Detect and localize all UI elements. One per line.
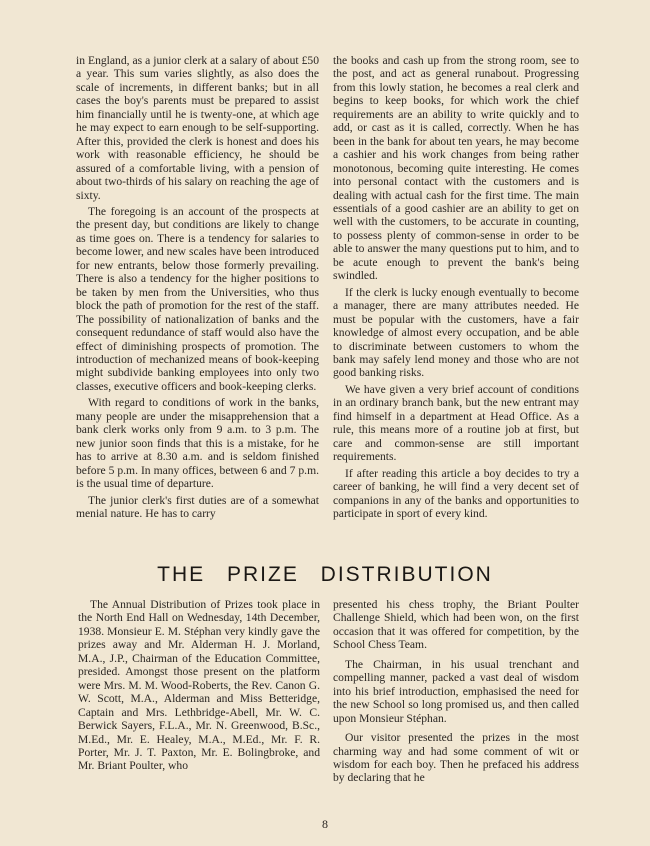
paragraph: The junior clerk's first duties are of a somewhat menial nature. He has to carry bbox=[76, 493, 319, 520]
paragraph: The Annual Distribution of Prizes took place in the North End Hall on Wednesday, 14th December, 1938. Monsieur E. M. Stéphan very kindly gave the prizes away and Mr. Alderman H. J. Morland, M.A., J.P., Chairman of the Education Committee, presided. Amongst those present on the platform were Mrs. M. M. Wood-Roberts, the Rev. Canon G. W. Scott, M.A., Alderman and Miss Betteridge, Captain and Mrs. Lethbridge-Abell, Mr. W. C. Berwick Sayers, F.L.A., Mr. N. Greenwood, B.Sc., M.Ed., Mr. E. Healey, M.A., M.Ed., Mr. F. R. Porter, Mr. J. T. Paxton, Mr. E. Bolingbroke, and Mr. Briant Poulter, who bbox=[78, 598, 320, 773]
paragraph: presented his chess trophy, the Briant Poulter Challenge Shield, which had been won, on the first occasion that it was offered for competition, by the School Chess Team. bbox=[333, 598, 579, 652]
paragraph: in England, as a junior clerk at a salary of about £50 a year. This sum varies slightly, as also does the scale of increments, in different banks; but in all cases the boy's parents must be prepared to assist him financially until he is twenty-one, at which age he may expect to earn enough to be self-supporting. After this, provided the clerk is honest and does his work with reasonable efficiency, he should be assured of a comfortable living, with a pension of about two-thirds of his salary on reaching the age of sixty. bbox=[76, 54, 319, 202]
paragraph: The Chairman, in his usual trenchant and compelling manner, packed a vast deal of wisdom into his brief introduction, emphasised the need for the new School so long promised us, and then called upon Monsieur Stéphan. bbox=[333, 657, 579, 725]
section-column-left bbox=[78, 598, 320, 773]
paragraph: the books and cash up from the strong room, see to the post, and act as general runabout. Progressing from this lowly station, he becomes a real clerk and begins to keep books, for which work the chief requirements are an ability to write quickly and to add, or cast as it is called, correctly. When he has been in the bank for about ten years, he may become a cashier and his work changes from being rather monotonous, becoming quite interesting. He comes into personal contact with the customers and is dealing with actual cash for the first time. The main essentials of a good cashier are an ability to get on well with the customers, to be accurate in counting, to possess plenty of common-sense in order to be able to answer the many questions put to him, and to be acute enough to prevent the bank's being swindled. bbox=[333, 54, 579, 283]
article-column-right bbox=[333, 54, 579, 520]
paragraph: If after reading this article a boy decides to try a career of banking, he will find a very decent set of companions in any of the banks and opportunities to participate in sport of every kind. bbox=[333, 466, 579, 520]
section-heading: THE PRIZE DISTRIBUTION bbox=[157, 563, 493, 586]
paragraph: The foregoing is an account of the prospects at the present day, but conditions are likely to change as time goes on. There is a tendency for salaries to become lower, and new scales have been introduced for new entrants, below those formerly prevailing. There is also a tendency for the higher positions to be taken by men from the Universities, who thus block the path of promotion for the rest of the staff. The possibility of nationalization of banks and the consequent redundance of staff would also have the effect of diminishing prospects of promotion. The introduction of mechanized means of book-keeping might subdivide banking employees into only two classes, executive officers and book-keeping clerks. bbox=[76, 204, 319, 393]
paragraph: Our visitor presented the prizes in the most charming way and had some comment of wit or wisdom for each boy. Then he prefaced his address by declaring that he bbox=[333, 731, 579, 785]
section-column-right bbox=[333, 598, 579, 785]
paragraph: With regard to conditions of work in the banks, many people are under the misapprehension that a bank clerk works only from 9 a.m. to 3 p.m. The new junior soon finds that this is a mistake, for he has to arrive at 8.30 a.m. and is seldom finished before 5 p.m. In many offices, between 6 and 7 p.m. is the usual time of departure. bbox=[76, 396, 319, 491]
page-number: 8 bbox=[322, 817, 328, 831]
article-column-left bbox=[76, 54, 319, 520]
paragraph: We have given a very brief account of conditions in an ordinary branch bank, but the new entrant may find himself in a department at Head Office. As a rule, this means more of a routine job at first, but care and common-sense are still important requirements. bbox=[333, 382, 579, 464]
paragraph: If the clerk is lucky enough eventually to become a manager, there are many attributes needed. He must be popular with the customers, have a fair knowledge of almost every occupation, and be able to discriminate between customers to whom the bank may safely lend money and those who are not good banking risks. bbox=[333, 285, 579, 380]
